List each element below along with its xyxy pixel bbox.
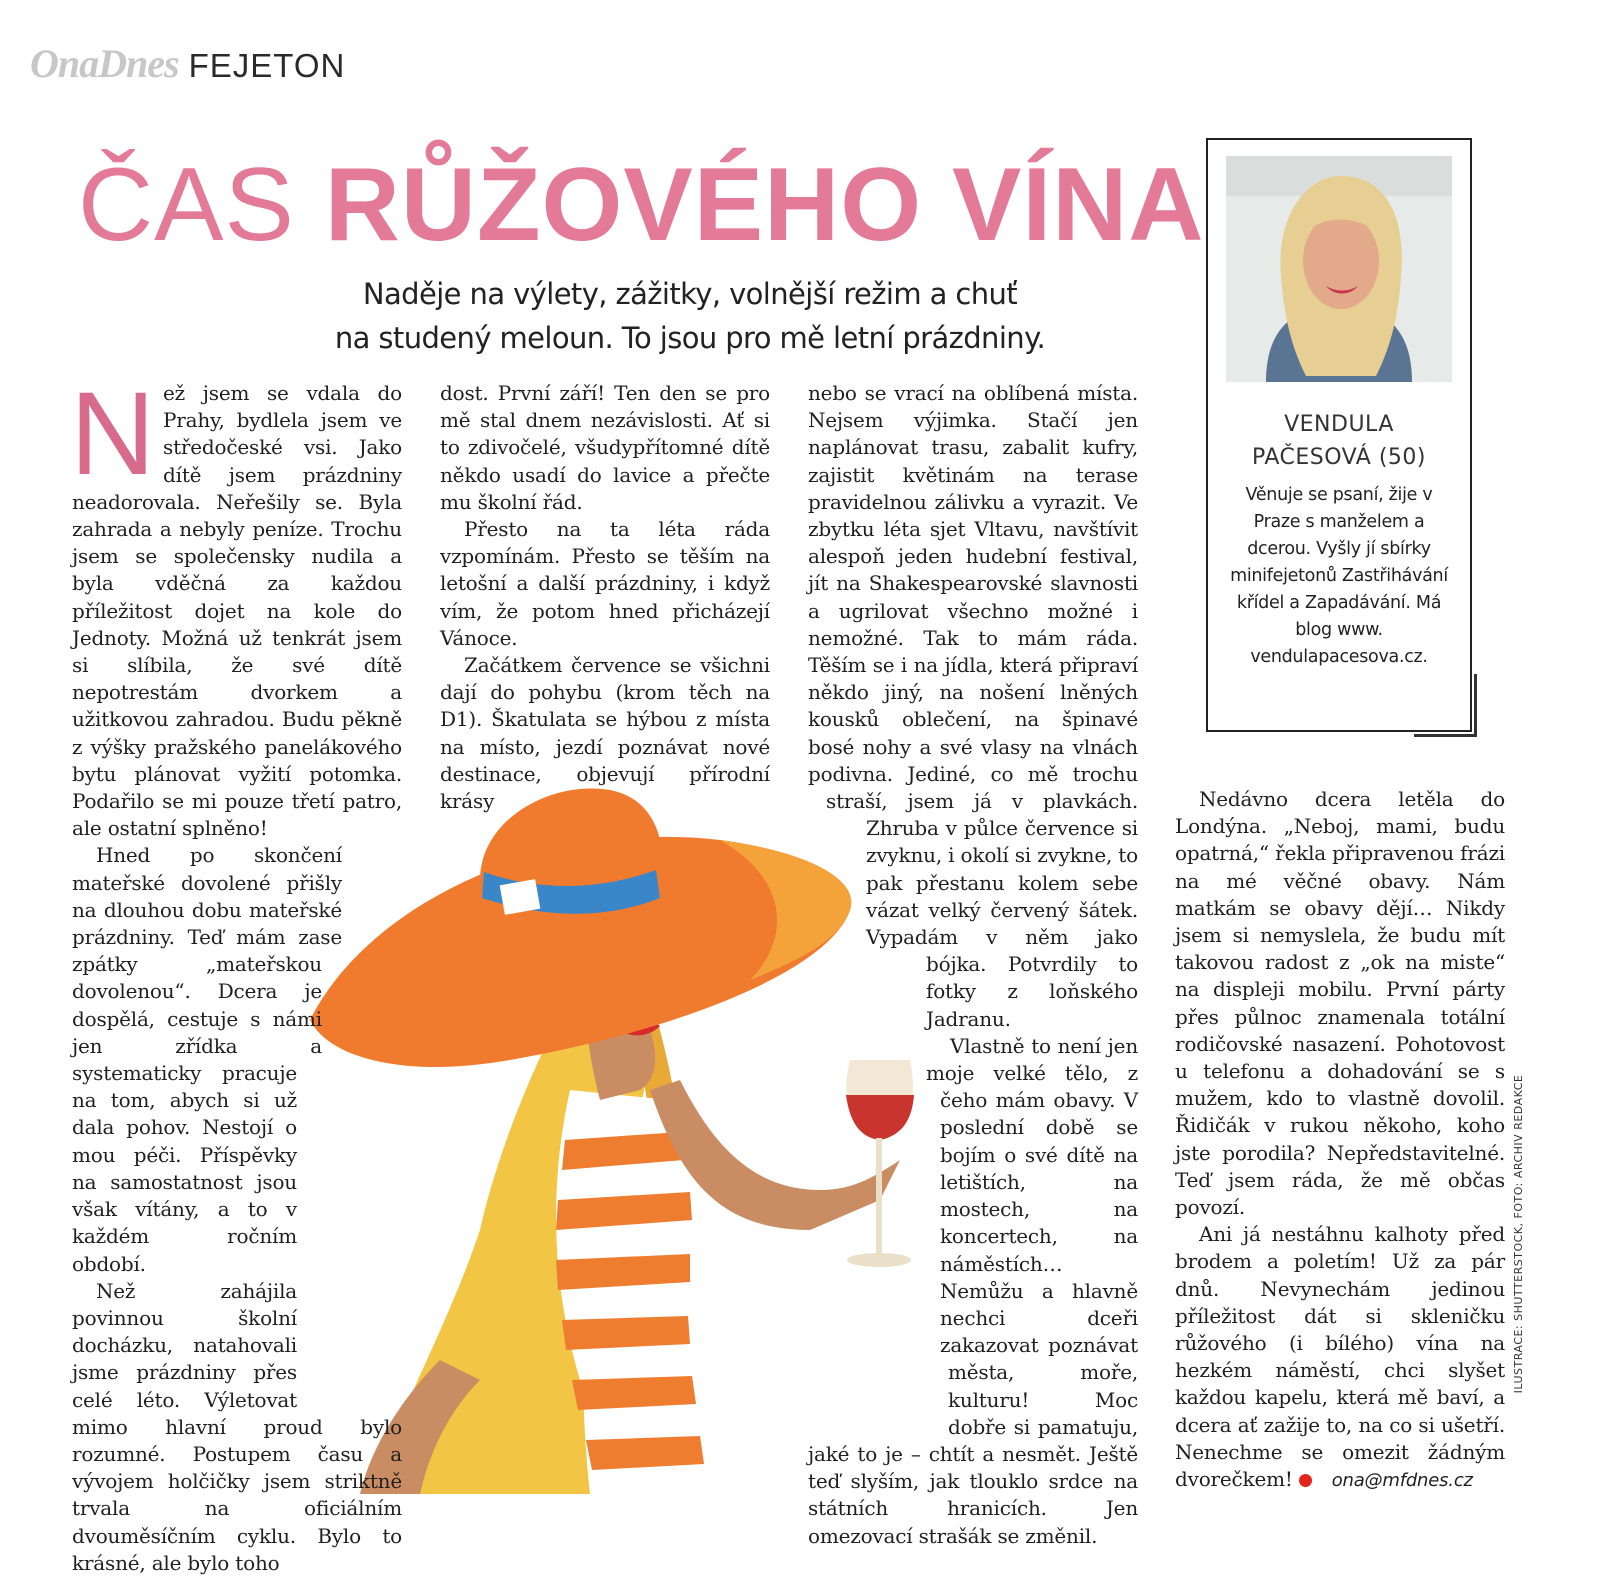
author-photo xyxy=(1226,156,1452,382)
paragraph: ež jsem se vdala do Prahy, bydlela jsem ve středočeské vsi. Jako dítě jsem prázdniny neadorovala. Neřešily se. Byla zahrada a nebyly peníze. Trochu jsem se společensky nudila a byla vděčná za každou příležitost dojet na kole do Jednoty. Možná už tenkrát jsem si slíbila, že své dítě nepotrestám dvorkem a užitkovou zahradou. Budu pěkně z výšky pražského panelákového bytu plánovat vyžití potomka. Podařilo se mi pouze třetí patro, ale ostatní splněno! xyxy=(72,381,402,841)
masthead xyxy=(30,40,345,90)
hat-band-buckle xyxy=(500,879,541,915)
article-column-4 xyxy=(1175,786,1505,1494)
drop-cap: N xyxy=(70,368,156,500)
text-wrap-spacer xyxy=(322,952,402,1062)
text-wrap-spacer xyxy=(808,1048,926,1102)
author-first-name: VENDULA xyxy=(1284,412,1394,437)
paragraph: Přesto na ta léta ráda vzpomínám. Přesto se těším na letošní a další prázdniny, i když vím, že potom hned přicházejí Vánoce. xyxy=(440,517,770,650)
paragraph: Začátkem července se všichni dají do pohybu (krom těch na D1). Škatulata se hýbou z místa na místo, jezdí poznávat nové destinace, objevují přírodní krásy xyxy=(440,653,770,814)
paragraph: Hned po skončení mateřské dovolené přišly na dlouhou dobu mateřské prázdniny. Teď mám zase zpátky „mateřskou dovolenou“. Dcera je dospělá, cestuje s námi jen zřídka a systematicky pracuje na tom, abych si už dala pohov. Nestojí o mou péči. Příspěvky na samostatnost jsou však vítány, a to v každém ročním období. xyxy=(72,843,342,1276)
article-column-1 xyxy=(70,368,402,1577)
standfirst xyxy=(160,272,1220,360)
headline xyxy=(78,145,1205,265)
paragraph: dost. První září! Ten den se pro mě stal dnem nezávislosti. Ať si to zdivočelé, všudypřítomné dítě někdo usadí do lavice a přečte mu školní řád. xyxy=(440,381,770,514)
text-wrap-spacer xyxy=(808,1372,948,1426)
text-wrap-spacer xyxy=(808,800,826,828)
text-wrap-spacer xyxy=(808,1102,940,1372)
article-column-3 xyxy=(808,380,1138,1550)
article-column-2 xyxy=(440,380,770,815)
image-credit: ILUSTRACE: SHUTTERSTOCK, FOTO: ARCHIV REDAKCE xyxy=(1512,1074,1525,1394)
text-wrap-spacer xyxy=(808,828,866,938)
paragraph: Než zahájila povinnou školní docházku, natahovali jsme prázdniny přes celé léto. Výletovat mimo hlavní proud bylo rozumné. Postupem času a vývojem holčičky jsem striktně trvala na oficiálním dvouměsíčním cyklu. Bylo to krásné, ale bylo toho xyxy=(72,1278,402,1575)
standfirst-line-2: na studený meloun. To jsou pro mě letní prázdniny. xyxy=(334,321,1046,355)
brand-logo: OnaDnes xyxy=(30,41,179,86)
author-bio-box xyxy=(1206,138,1472,732)
author-last-name-age: PAČESOVÁ (50) xyxy=(1251,445,1427,470)
end-mark-dot xyxy=(1299,1474,1312,1487)
section-label: FEJETON xyxy=(188,47,346,84)
paragraph: Nedávno dcera letěla do Londýna. „Neboj, mami, budu opatrná,“ řekla připravenou frázi na mé věčné obavy. Nám matkám se obavy dějí… Nikdy jsem si nemyslela, že budu mít takovou radost z „ok na miste“ na displeji mobilu. První párty přes půlnoc znamenala totální rodičovské nasazení. Pohotovost u telefonu a dohadování se s mužem, kdo to vlastně dovolil. Řidičák v rukou někoho, koho jste porodila? Nepředstavitelné. Teď jsem ráda, že mě občas povozí. xyxy=(1175,787,1505,1220)
paragraph: Vlastně to není jen moje velké tělo, z čeho mám obavy. V poslední době se bojím o své dítě na letištích, na mostech, na koncertech, na náměstích… Nemůžu a hlavně nechci dceři zakazovat poznávat města, moře, kulturu! Moc dobře si pamatuju, jaké to je – chtít a nesmět. Ještě teď slyším, jak tlouklo srdce na státních hranicích. Jen omezovací strašák se změnil. xyxy=(808,1033,1138,1548)
text-wrap-spacer xyxy=(297,1062,402,1402)
closing-paragraph: Ani já nestáhnu kalhoty před brodem a poletím! Už za pár dnů. Nevynechám jedinou příležitost dát si skleničku růžového (i bílého) vína na hezkém náměstí, chci slyšet každou kapelu, která mě baví, a dcera ať zažije to, na co si ušetří. Nenechme se omezit žádným dvorečkem! xyxy=(1175,1222,1505,1492)
standfirst-line-1: Naděje na výlety, zážitky, volnější režim a chuť xyxy=(362,277,1018,311)
paragraph xyxy=(1175,1221,1505,1494)
headline-word-2: RŮŽOVÉHO VÍNA xyxy=(324,147,1205,263)
author-bio-text: Věnuje se psaní, žije v Praze s manželem a dcerou. Vyšly jí sbírky minifejetonů Zastřihávání křídel a Zapadávání. Má blog www. vendulapacesova.cz. xyxy=(1230,485,1448,667)
headline-word-1: ČAS xyxy=(78,147,295,263)
text-wrap-spacer xyxy=(342,842,402,952)
paragraph: nebo se vrací na oblíbená místa. Nejsem výjimka. Stačí jen naplánovat trasu, zabalit kufry, zajistit květinám na terase pravidelnou zálivku a vyrazit. Ve zbytku léta sjet Vltavu, navštívit alespoň jeden hudební festival, jít na Shakespearovské slavnosti a ugrilovat všechno možné i nemožné. Tak to mám ráda. Těším se i na jídla, která připraví někdo jiný, na nošení lněných kousků oblečení, na špinavé bosé nohy a své vlasy na vlnách podivna. Jediné, co mě trochu straší, jsem já v plavkách. Zhruba v půlce července si zvyknu, i okolí si zvykne, to pak přestanu kolem sebe vázat velký červený šátek. Vypadám v něm jako bójka. Potvrdily to fotky z loňského Jadranu. xyxy=(808,381,1138,1031)
author-name xyxy=(1208,408,1470,474)
author-email-link[interactable]: ona@mfdnes.cz xyxy=(1331,1470,1473,1492)
